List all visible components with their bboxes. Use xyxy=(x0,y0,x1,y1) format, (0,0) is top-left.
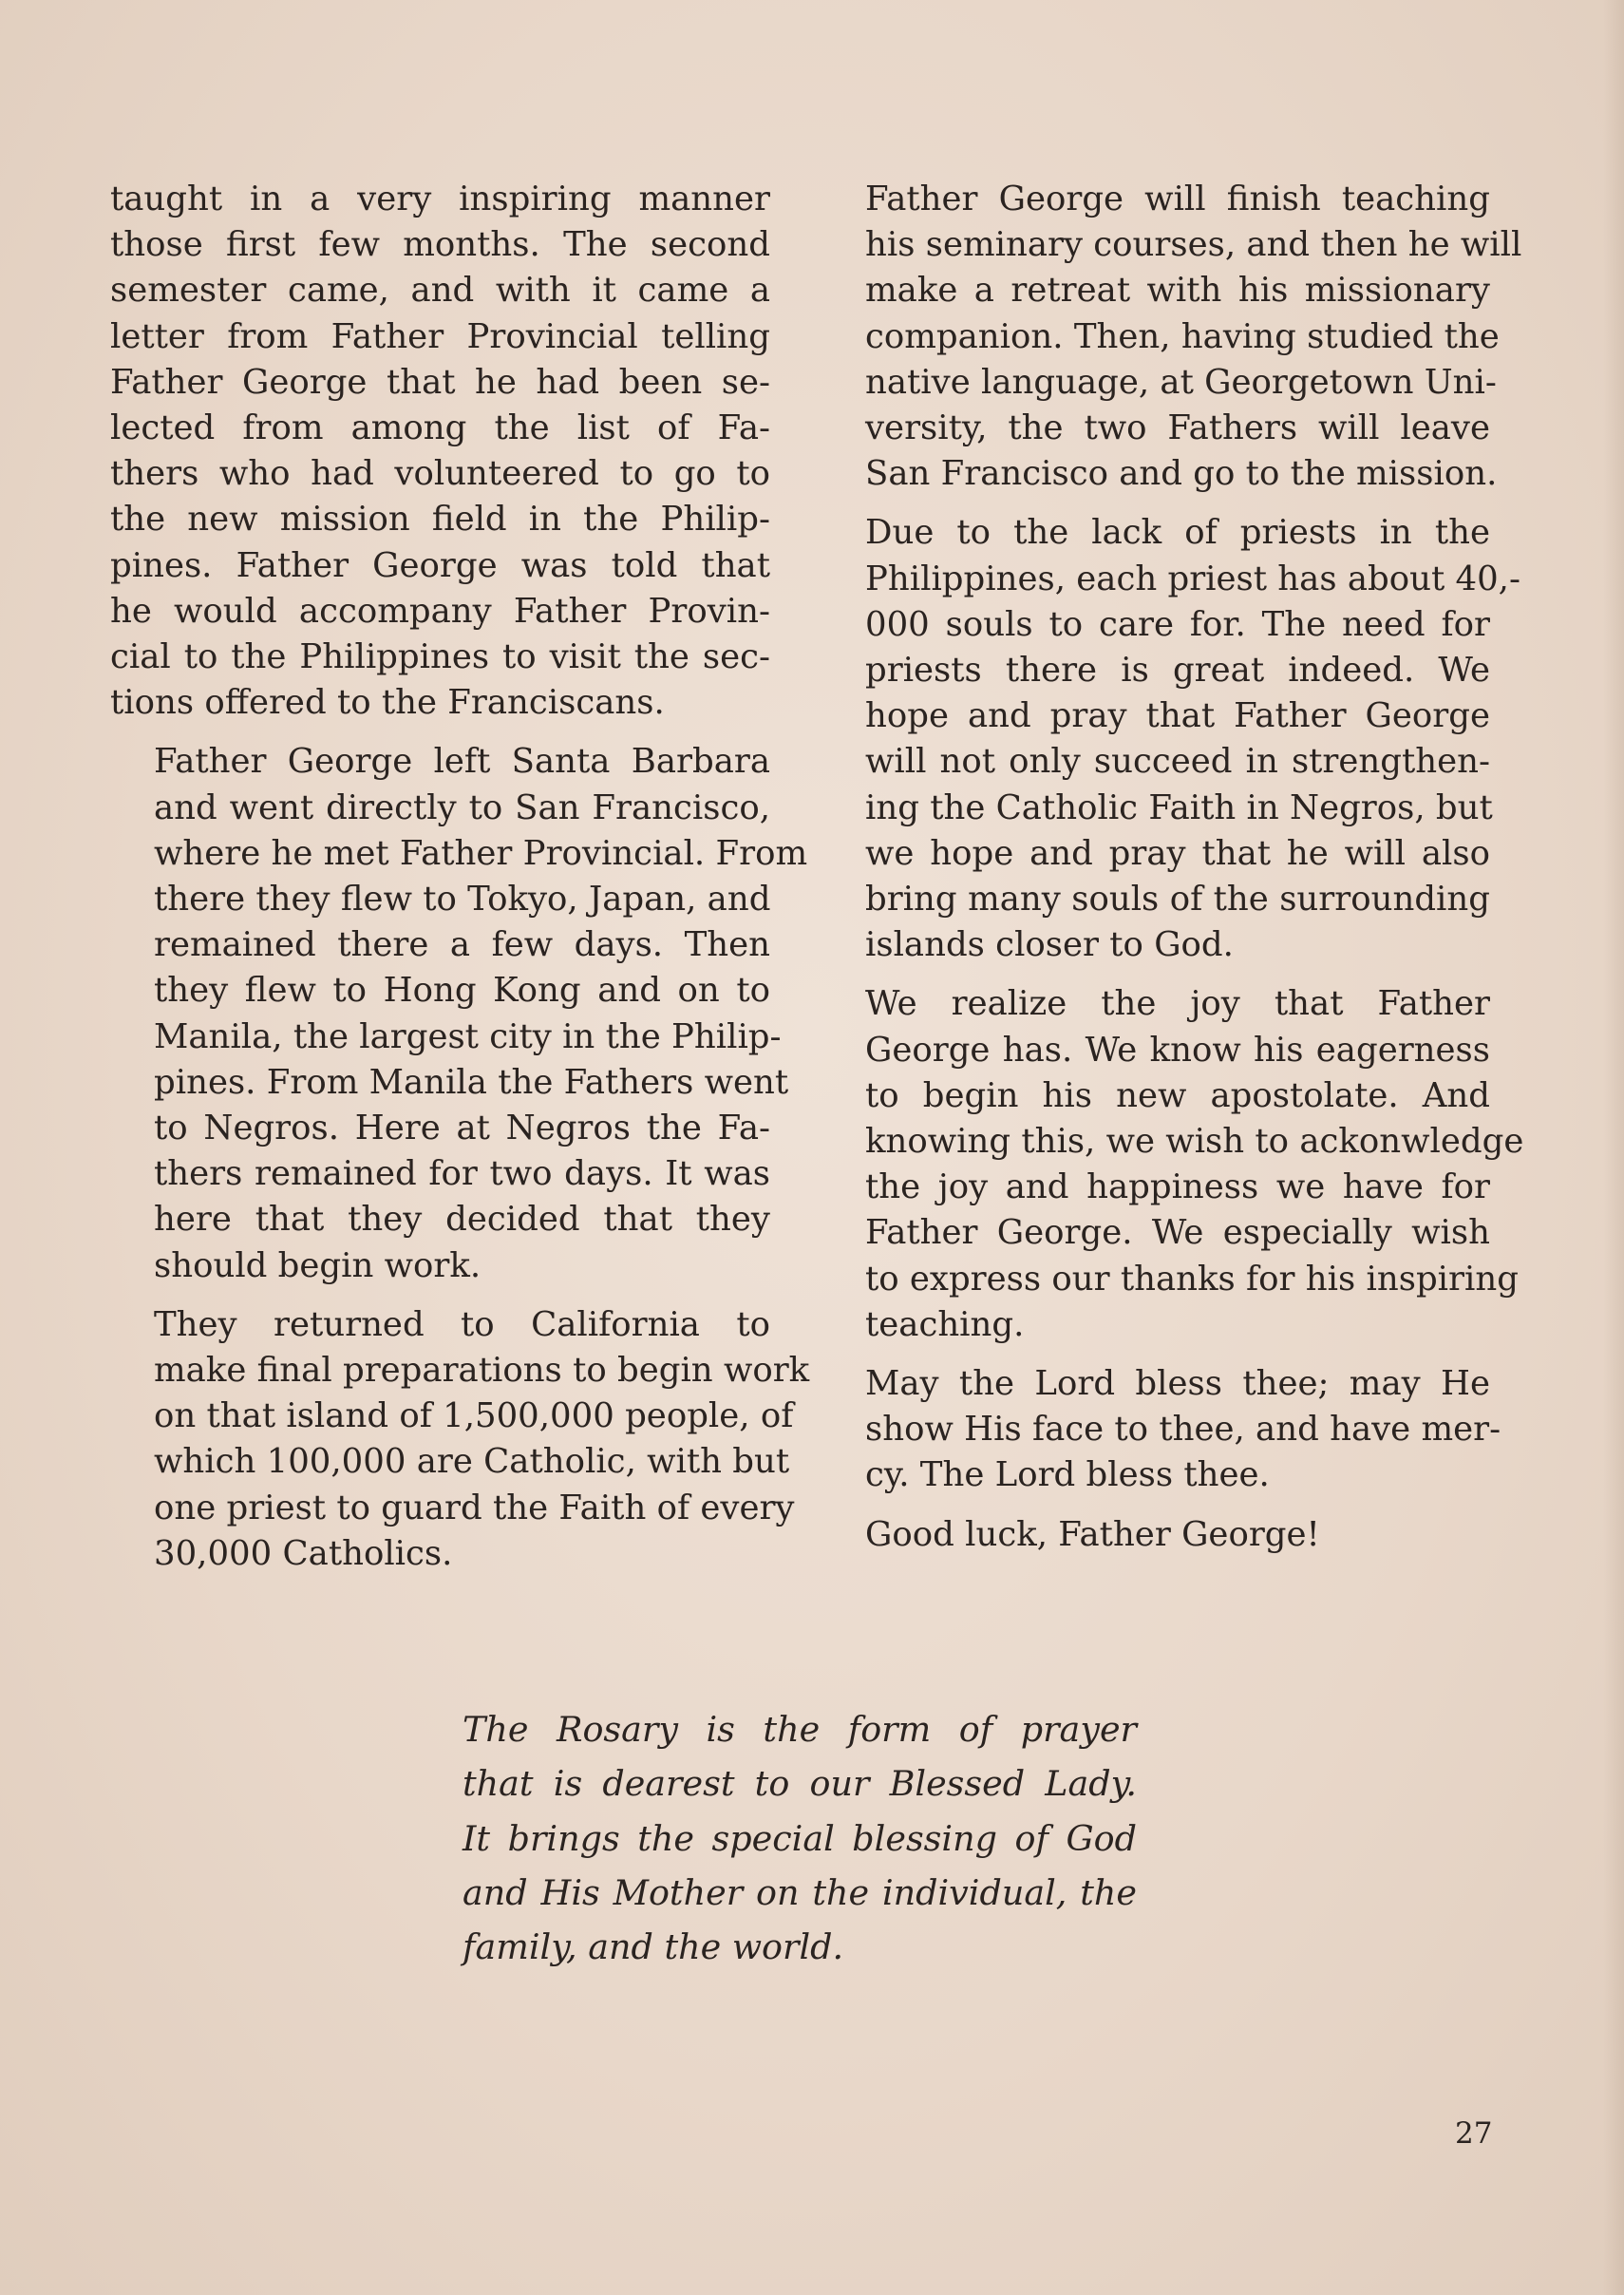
text-line: to express our thanks for his inspiring xyxy=(865,1259,1519,1299)
text-line: 000 souls to care for. The need for xyxy=(865,604,1490,644)
text-line: They returned to California to xyxy=(154,1304,770,1344)
text-line: ing the Catholic Faith in Negros, but xyxy=(865,787,1493,827)
text-line: make a retreat with his missionary xyxy=(865,271,1490,311)
text-line: Due to the lack of priests in the xyxy=(865,513,1490,553)
text-line: bring many souls of the surrounding xyxy=(865,880,1490,920)
text-line: islands closer to God. xyxy=(865,925,1234,965)
text-line: we hope and pray that he will also xyxy=(865,833,1490,873)
page-number: 27 xyxy=(1455,2116,1493,2151)
text-line: teaching. xyxy=(865,1304,1025,1344)
text-line: lected from among the list of Fa- xyxy=(110,408,770,448)
paragraph xyxy=(821,981,1524,1348)
text-line: remained there a few days. Then xyxy=(154,925,770,965)
text-line: Father George will finish teaching xyxy=(865,180,1490,218)
text-line: semester came, and with it came a xyxy=(110,271,770,311)
quote-line: The Rosary is the form of prayer xyxy=(463,1709,1137,1750)
text-line: Manila, the largest city in the Philip- xyxy=(154,1016,782,1056)
text-line: thers who had volunteered to go to xyxy=(110,454,770,494)
text-line: his seminary courses, and then he will xyxy=(865,225,1522,265)
text-line: George has. We know his eagerness xyxy=(865,1030,1490,1070)
text-line: one priest to guard the Faith of every xyxy=(154,1488,795,1527)
text-line: cy. The Lord bless thee. xyxy=(865,1455,1270,1495)
text-line: they flew to Hong Kong and on to xyxy=(154,971,770,1011)
left-column xyxy=(110,177,810,1590)
text-line: letter from Father Provincial telling xyxy=(110,316,770,356)
text-line: knowing this, we wish to ackonwledge xyxy=(865,1122,1524,1162)
text-line: priests there is great indeed. We xyxy=(865,651,1490,691)
text-line: companion. Then, having studied the xyxy=(865,316,1500,356)
text-line: those first few months. The second xyxy=(110,225,770,265)
page-edge-shadow xyxy=(1603,0,1624,2295)
text-line: there they flew to Tokyo, Japan, and xyxy=(154,880,771,920)
paragraph xyxy=(821,1361,1501,1499)
text-line: to Negros. Here at Negros the Fa- xyxy=(154,1109,770,1148)
text-line: Father George. We especially wish xyxy=(865,1213,1490,1253)
text-line: versity, the two Fathers will leave xyxy=(865,408,1490,448)
paragraph xyxy=(821,1512,1490,1558)
text-line: thers remained for two days. It was xyxy=(154,1154,770,1194)
text-line: native language, at Georgetown Uni- xyxy=(865,362,1497,402)
quote-line: and His Mother on the individual, the xyxy=(463,1871,1137,1913)
text-line: to begin his new apostolate. And xyxy=(865,1075,1490,1115)
text-line: the joy and happiness we have for xyxy=(865,1167,1490,1207)
quote-line: family, and the world. xyxy=(463,1926,844,1968)
text-line: here that they decided that they xyxy=(154,1200,770,1240)
text-line: We realize the joy that Father xyxy=(865,984,1490,1024)
right-column xyxy=(821,177,1524,1571)
text-line: should begin work. xyxy=(154,1245,482,1285)
paragraph xyxy=(821,177,1522,497)
text-line: Father George that he had been se- xyxy=(110,362,770,402)
text-line: pines. From Manila the Fathers went xyxy=(154,1062,789,1102)
text-line: May the Lord bless thee; may He xyxy=(865,1364,1490,1404)
text-line: on that island of 1,500,000 people, of xyxy=(154,1396,794,1436)
paragraph xyxy=(110,739,808,1288)
text-line: 30,000 Catholics. xyxy=(154,1533,453,1573)
text-line: Philippines, each priest has about 40,- xyxy=(865,559,1520,598)
text-line: make final preparations to begin work xyxy=(154,1351,810,1391)
text-line: Good luck, Father George! xyxy=(865,1514,1320,1554)
text-line: taught in a very inspiring manner xyxy=(110,180,770,218)
quote-line: It brings the special blessing of God xyxy=(463,1817,1137,1859)
text-line: which 100,000 are Catholic, with but xyxy=(154,1442,790,1482)
paragraph xyxy=(110,177,770,726)
text-line: hope and pray that Father George xyxy=(865,696,1490,736)
text-line: pines. Father George was told that xyxy=(110,545,770,585)
text-line: San Francisco and go to the mission. xyxy=(865,454,1498,494)
text-line: Father George left Santa Barbara xyxy=(154,742,770,782)
text-line: the new mission field in the Philip- xyxy=(110,500,770,540)
text-line: will not only succeed in strengthen- xyxy=(865,742,1490,782)
text-line: and went directly to San Francisco, xyxy=(154,787,770,827)
paragraph xyxy=(110,1302,810,1577)
text-line: show His face to thee, and have mer- xyxy=(865,1410,1501,1450)
text-line: where he met Father Provincial. From xyxy=(154,833,808,873)
text-line: tions offered to the Franciscans. xyxy=(110,683,665,723)
quote-line: that is dearest to our Blessed Lady. xyxy=(463,1763,1137,1805)
paragraph xyxy=(821,510,1520,968)
text-line: he would accompany Father Provin- xyxy=(110,591,770,631)
text-line: cial to the Philippines to visit the sec- xyxy=(110,637,770,677)
rosary-quote xyxy=(463,1702,1137,1974)
